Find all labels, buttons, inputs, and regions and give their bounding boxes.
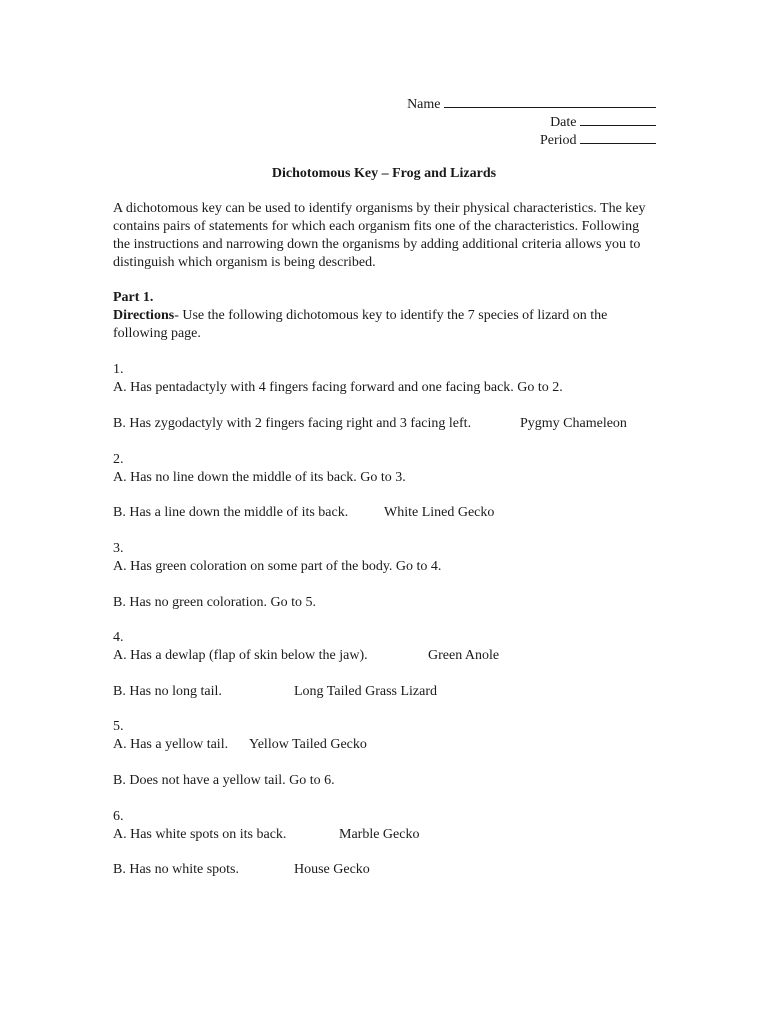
key-answer: House Gecko [294, 862, 370, 877]
key-answer: Long Tailed Grass Lizard [294, 684, 437, 699]
key-step-number: 1. [113, 362, 124, 377]
directions-paragraph [113, 307, 658, 343]
key-step-number: 4. [113, 630, 124, 645]
key-answer: White Lined Gecko [384, 505, 495, 520]
key-answer: Yellow Tailed Gecko [249, 737, 367, 752]
name-label: Name [407, 97, 441, 112]
key-option-b: B. Has zygodactyly with 2 fingers facing right and 3 facing left. [113, 416, 472, 431]
part-heading: Part 1. [113, 290, 154, 305]
date-label: Date [550, 115, 577, 130]
key-step-number: 2. [113, 452, 124, 467]
key-answer: Marble Gecko [339, 827, 420, 842]
period-blank[interactable] [580, 130, 656, 144]
directions-label: Directions [113, 308, 175, 323]
key-answer: Pygmy Chameleon [520, 416, 627, 431]
key-option-a: A. Has a yellow tail. [113, 737, 229, 752]
key-option-a: A. Has pentadactyly with 4 fingers facing forward and one facing back. Go to 2. [113, 380, 563, 395]
key-option-b: B. Does not have a yellow tail. Go to 6. [113, 773, 335, 788]
key-option-b: B. Has a line down the middle of its back. [113, 505, 349, 520]
intro-paragraph: A dichotomous key can be used to identify organisms by their physical characteristics. The key contains pairs of statements for which each organism fits one of the characteristics. Following the instructions and narrowing down the organisms by adding additional criteria allows you to distinguish which organism is being described. [113, 201, 646, 270]
name-field [407, 94, 656, 114]
key-option-b: B. Has no long tail. [113, 684, 222, 699]
date-field [550, 112, 656, 132]
key-option-a: A. Has white spots on its back. [113, 827, 287, 842]
page-title: Dichotomous Key – Frog and Lizards [271, 166, 497, 181]
key-option-b: B. Has no white spots. [113, 862, 239, 877]
directions-text: - Use the following dichotomous key to identify the 7 species of lizard on the following page. [113, 308, 608, 341]
key-option-a: A. Has a dewlap (flap of skin below the jaw). [113, 648, 368, 663]
name-blank[interactable] [444, 94, 656, 108]
key-step-number: 3. [113, 541, 124, 556]
key-option-a: A. Has no line down the middle of its back. Go to 3. [113, 470, 406, 485]
period-label: Period [539, 133, 577, 148]
key-option-b: B. Has no green coloration. Go to 5. [113, 595, 316, 610]
period-field [540, 130, 656, 150]
key-step-number: 6. [113, 809, 124, 824]
date-blank[interactable] [580, 112, 656, 126]
key-option-a: A. Has green coloration on some part of the body. Go to 4. [113, 559, 442, 574]
key-answer: Green Anole [428, 648, 500, 663]
key-step-number: 5. [113, 719, 124, 734]
